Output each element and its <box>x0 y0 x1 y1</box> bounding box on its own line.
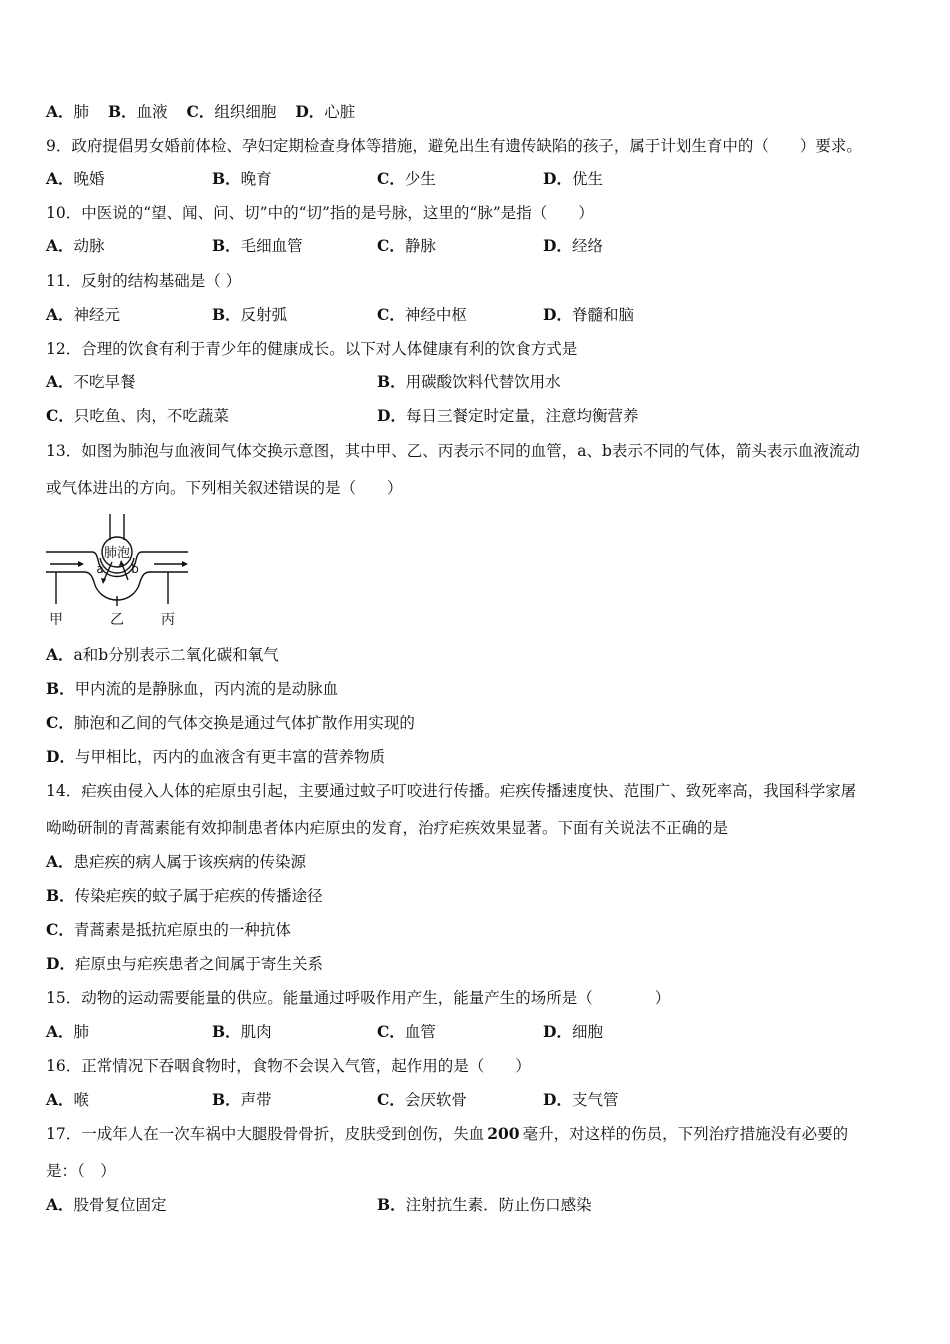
q9-option-c: C．少生 <box>377 169 436 188</box>
flow-arrow-in-head <box>78 561 84 567</box>
q13-stem-line1: 13．如图为肺泡与血液间气体交换示意图，其中甲、乙、丙表示不同的血管，a、b表示不同的气体，箭头表示血液流动 <box>46 442 860 460</box>
q12-option-d: D．每日三餐定时定量，注意均衡营养 <box>377 406 639 425</box>
q17-blood-amount: 200 <box>487 1124 520 1143</box>
q10-option-b: B．毛细血管 <box>212 236 303 255</box>
q9-stem: 9．政府提倡男女婚前体检、孕妇定期检查身体等措施，避免出生有遗传缺陷的孩子，属于计划生育中的（ ）要求。 <box>46 137 862 155</box>
q14-stem-line2: 呦呦研制的青蒿素能有效抑制患者体内疟原虫的发育，治疗疟疾效果显著。下面有关说法不正确的是 <box>46 819 729 837</box>
q14-option-c: C．青蒿素是抵抗疟原虫的一种抗体 <box>46 920 291 939</box>
q15-option-b: B．肌肉 <box>212 1022 272 1041</box>
q17-option-a: A．股骨复位固定 <box>46 1195 167 1214</box>
q16-option-a: A．喉 <box>46 1090 90 1109</box>
q17-stem-line1: 17．一成年人在一次车祸中大腿股骨骨折，皮肤受到创伤，失血 200 毫升，对这样的伤员，下列治疗措施没有必要的 <box>46 1124 849 1143</box>
q11-option-d: D．脊髓和脑 <box>543 305 634 324</box>
q14-option-b: B．传染疟疾的蚊子属于疟疾的传播途径 <box>46 886 323 905</box>
q11-option-b: B．反射弧 <box>212 305 288 324</box>
q10-stem: 10．中医说的“望、闻、问、切”中的“切”指的是号脉，这里的“脉”是指（ ） <box>46 204 594 222</box>
gas-b-label: b <box>131 562 139 576</box>
q13-option-b: B．甲内流的是静脉血，丙内流的是动脉血 <box>46 679 339 698</box>
q10-option-c: C．静脉 <box>377 236 436 255</box>
q12-option-a: A．不吃早餐 <box>46 372 136 391</box>
q14-stem-line1: 14．疟疾由侵入人体的疟原虫引起，主要通过蚊子叮咬进行传播。疟疾传播速度快、范围广、致死率高，我国科学家屠 <box>46 782 857 800</box>
q14-option-d: D．疟原虫与疟疾患者之间属于寄生关系 <box>46 954 323 973</box>
q9-option-b: B．晚育 <box>212 169 272 188</box>
q13-option-d: D．与甲相比，丙内的血液含有更丰富的营养物质 <box>46 747 385 766</box>
q11-option-c: C．神经中枢 <box>377 305 467 324</box>
q10-option-a: A．动脉 <box>46 236 105 255</box>
vessel-3-label: 丙 <box>161 612 175 628</box>
vessel-2-label: 乙 <box>110 612 124 628</box>
flow-arrow-out-head <box>182 561 188 567</box>
alveolus-gas-exchange-diagram <box>42 512 202 630</box>
q15-option-c: C．血管 <box>377 1022 436 1041</box>
gas-a-arrow-head <box>101 578 106 584</box>
alveolus-label: 肺泡 <box>103 546 131 561</box>
q14-option-a: A．患疟疾的病人属于该疾病的传染源 <box>46 852 307 871</box>
q11-stem: 11．反射的结构基础是（ ） <box>46 272 242 290</box>
q13-option-c: C．肺泡和乙间的气体交换是通过气体扩散作用实现的 <box>46 713 415 732</box>
q13-option-a: A．a和b分别表示二氧化碳和氧气 <box>46 645 279 664</box>
q16-option-d: D．支气管 <box>543 1090 619 1109</box>
q8-options <box>46 102 355 122</box>
q9-option-a: A．晚婚 <box>46 169 105 188</box>
q13-stem-line2: 或气体进出的方向。下列相关叙述错误的是（ ） <box>46 479 403 497</box>
q8-option-c: C．组织细胞 <box>186 102 277 121</box>
q8-option-a: A．肺 <box>46 102 90 121</box>
vessel-1-label: 甲 <box>49 612 63 628</box>
q8-option-d: D．心脏 <box>295 102 356 121</box>
q9-option-d: D．优生 <box>543 169 603 188</box>
q12-option-b: B．用碳酸饮料代替饮用水 <box>377 372 561 391</box>
q10-option-d: D．经络 <box>543 236 603 255</box>
q15-option-d: D．细胞 <box>543 1022 603 1041</box>
gas-a-label: a <box>96 562 104 576</box>
q11-option-a: A．神经元 <box>46 305 121 324</box>
q12-stem: 12．合理的饮食有利于青少年的健康成长。以下对人体健康有利的饮食方式是 <box>46 340 578 358</box>
q16-option-c: C．会厌软骨 <box>377 1090 467 1109</box>
q16-option-b: B．声带 <box>212 1090 272 1109</box>
q8-option-b: B．血液 <box>107 102 168 121</box>
q15-stem: 15．动物的运动需要能量的供应。能量通过呼吸作用产生，能量产生的场所是（ ） <box>46 989 671 1007</box>
q15-option-a: A．肺 <box>46 1022 90 1041</box>
q17-stem-line2: 是：（ ） <box>46 1162 116 1180</box>
q17-option-b: B．注射抗生素．防止伤口感染 <box>377 1195 592 1214</box>
q12-option-c: C．只吃鱼、肉，不吃蔬菜 <box>46 406 229 425</box>
q16-stem: 16．正常情况下吞咽食物时，食物不会误入气管，起作用的是（ ） <box>46 1057 531 1075</box>
